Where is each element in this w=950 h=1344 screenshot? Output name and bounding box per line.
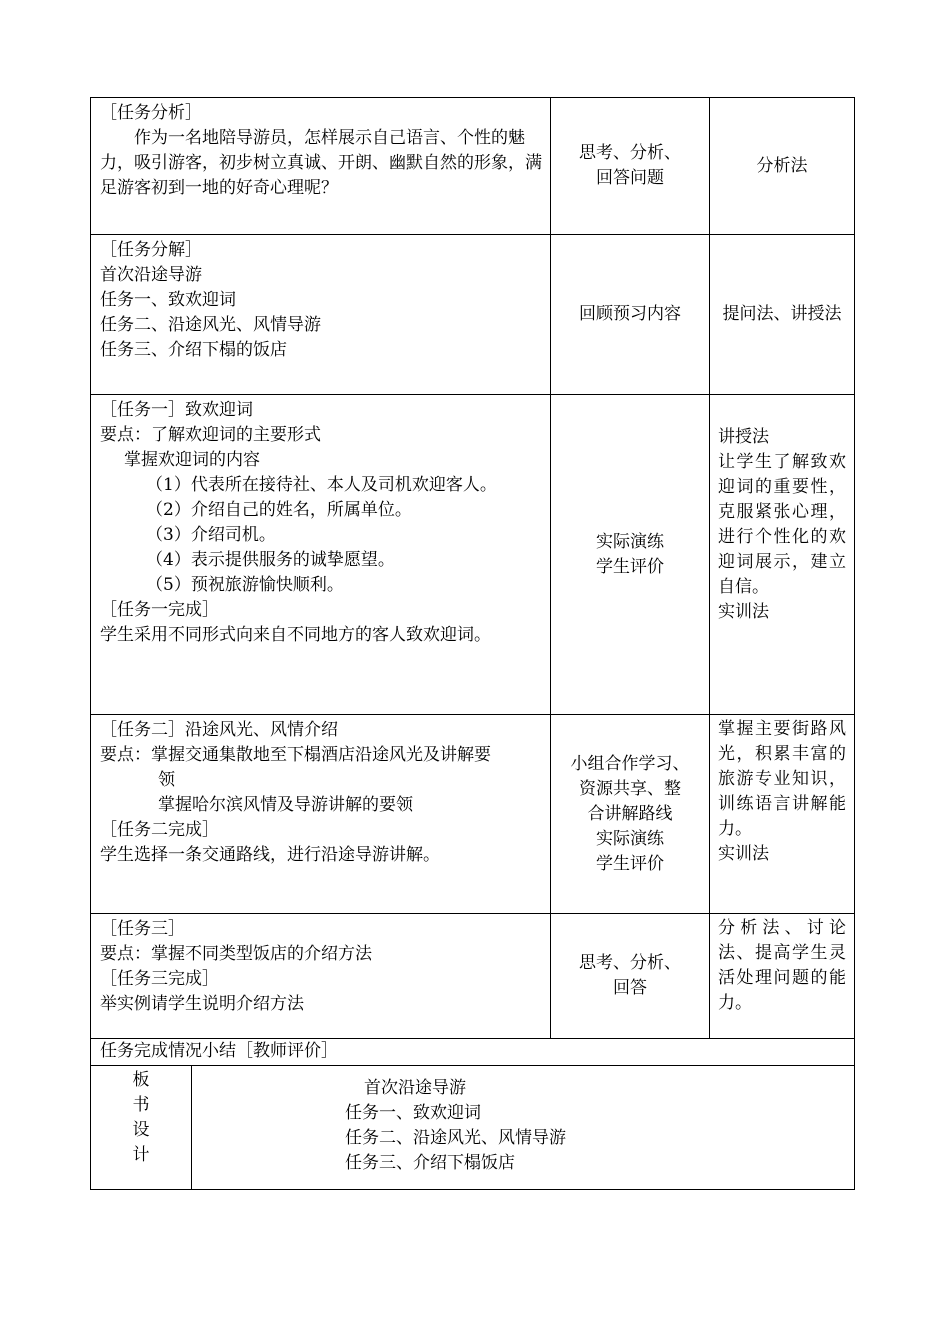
summary-text: 任务完成情况小结［教师评价］ [100, 1041, 338, 1061]
row-board-design [91, 1066, 855, 1190]
list-item: （3）介绍司机。 [146, 525, 276, 545]
activity-line: 实际演练 [596, 828, 664, 849]
method-line: 讲授法 [718, 427, 769, 447]
list-item: （1）代表所在接待社、本人及司机欢迎客人。 [146, 475, 497, 495]
row-paragraph: 作为一名地陪导游员，怎样展示自己语言、个性的魅力，吸引游客，初步树立真诚、开朗、幽默自然的形象，满足游客初到一地的好奇心理呢？ [100, 128, 542, 198]
board-label-char: 计 [132, 1145, 150, 1165]
activity-cell [551, 715, 710, 914]
board-label-char: 板 [132, 1070, 150, 1090]
activity-cell [551, 914, 710, 1039]
activity-line: 回答问题 [596, 168, 664, 188]
board-item: 任务一、致欢迎词 [345, 1103, 481, 1123]
content-cell [91, 98, 551, 235]
content-line: 任务三、介绍下榻的饭店 [100, 340, 287, 360]
row-heading: ［任务一］致欢迎词 [100, 400, 253, 420]
activity-line: 学生评价 [596, 556, 664, 577]
summary-cell [91, 1039, 855, 1066]
row-task-breakdown [91, 235, 855, 395]
activity-line: 思考、分析、 [579, 143, 681, 163]
method-cell [710, 235, 855, 395]
activity-line: 思考、分析、 [579, 953, 681, 973]
board-item: 任务二、沿途风光、风情导游 [345, 1128, 566, 1148]
content-cell [91, 914, 551, 1039]
board-design-table [90, 1065, 855, 1190]
row-summary [91, 1039, 855, 1066]
row-heading: ［任务分析］ [100, 103, 202, 123]
row-task-one [91, 395, 855, 715]
activity-line: 小组合作学习、 [570, 753, 690, 774]
key-point: 掌握欢迎词的内容 [124, 450, 260, 470]
content-cell [91, 235, 551, 395]
activity-line: 回答 [613, 978, 647, 998]
method-cell [710, 98, 855, 235]
method-cell [710, 395, 855, 715]
method-line: 提问法、讲授法 [722, 304, 842, 324]
task-complete-heading: ［任务二完成］ [100, 820, 219, 840]
activity-line: 资源共享、整 [579, 778, 681, 799]
key-point: 要点：掌握不同类型饭店的介绍方法 [100, 944, 372, 964]
key-point: 掌握哈尔滨风情及导游讲解的要领 [158, 795, 413, 815]
content-line: 任务二、沿途风光、风情导游 [100, 315, 321, 335]
task-result: 学生采用不同形式向来自不同地方的客人致欢迎词。 [100, 625, 491, 645]
content-line: 任务一、致欢迎词 [100, 290, 236, 310]
activity-line: 合讲解路线 [587, 803, 673, 824]
method-line: 实训法 [718, 602, 769, 622]
task-result: 举实例请学生说明介绍方法 [100, 994, 304, 1014]
content-cell [91, 395, 551, 715]
board-label-char: 书 [132, 1095, 150, 1115]
row-task-two [91, 715, 855, 914]
method-cell [710, 914, 855, 1039]
row-task-analysis [91, 98, 855, 235]
key-point: 要点：掌握交通集散地至下榻酒店沿途风光及讲解要 [100, 745, 491, 765]
lesson-plan-page [90, 97, 854, 1190]
activity-cell [551, 98, 710, 235]
method-line: 掌握主要街路风光，积累丰富的旅游专业知识，训练语言讲解能力。 [718, 719, 846, 839]
row-heading: ［任务二］沿途风光、风情介绍 [100, 720, 338, 740]
activity-line: 回顾预习内容 [579, 304, 681, 324]
list-item: （2）介绍自己的姓名，所属单位。 [146, 500, 412, 520]
method-line: 分析法、讨论法、提高学生灵活处理问题的能力。 [718, 918, 846, 1013]
board-title: 首次沿途导游 [364, 1078, 466, 1098]
task-complete-heading: ［任务一完成］ [100, 600, 219, 620]
method-cell [710, 715, 855, 914]
activity-cell [551, 235, 710, 395]
key-point: 要点：了解欢迎词的主要形式 [100, 425, 321, 445]
board-content-cell [192, 1066, 855, 1190]
activity-line: 实际演练 [596, 531, 664, 552]
row-task-three [91, 914, 855, 1039]
list-item: （5）预祝旅游愉快顺利。 [146, 575, 344, 595]
activity-line: 学生评价 [596, 853, 664, 874]
content-cell [91, 715, 551, 914]
row-heading: ［任务分解］ [100, 240, 202, 260]
task-result: 学生选择一条交通路线，进行沿途导游讲解。 [100, 845, 440, 865]
row-heading: ［任务三］ [100, 919, 185, 939]
method-line: 分析法 [756, 155, 808, 176]
task-complete-heading: ［任务三完成］ [100, 969, 219, 989]
list-item: （4）表示提供服务的诚挚愿望。 [146, 550, 395, 570]
board-label-cell [91, 1066, 192, 1190]
content-line: 首次沿途导游 [100, 265, 202, 285]
lesson-table [90, 97, 855, 1066]
method-line: 让学生了解致欢迎词的重要性，克服紧张心理，进行个性化的欢迎词展示，建立自信。 [718, 452, 846, 597]
board-item: 任务三、介绍下榻饭店 [345, 1153, 515, 1173]
key-point: 领 [158, 770, 175, 790]
activity-cell [551, 395, 710, 715]
method-line: 实训法 [718, 844, 769, 864]
board-label-char: 设 [132, 1120, 150, 1140]
